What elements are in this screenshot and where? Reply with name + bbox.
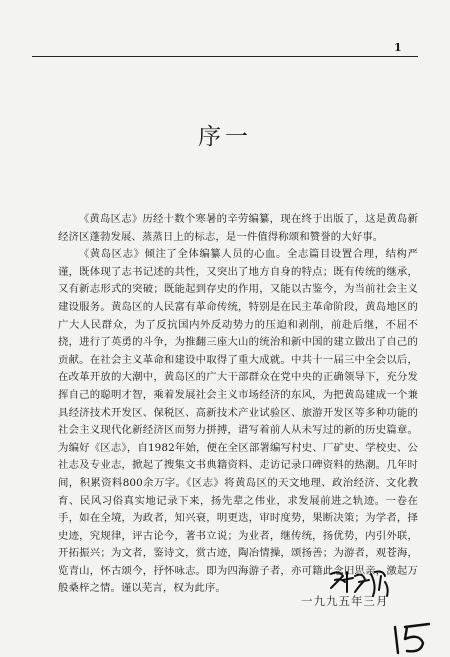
paragraph-1: 《黄岛区志》历经十数个寒暑的辛劳编纂，现在终于出版了，这是黄岛新经济区蓬勃发展、蒸蒸日上的标志，是一件值得称颂和赞誉的大好事。 <box>58 213 418 243</box>
date-line: 一九九五年三月 <box>301 594 389 608</box>
handwritten-mark <box>389 621 441 655</box>
paragraph-2: 《黄岛区志》倾注了全体编纂人员的心血。全志篇目设置合理，结构严谨，既体现了志书记述的共性，又突出了地方自身的特点；既有传统的继承，又有新志形式的突破；既能起到存史的作用，又能以古鉴今，为当前社会主义建设服务。黄岛区的人民富有革命传统，特别是在民主革命阶段，黄岛地区的广大人民群众，为了反抗国内外反动势力的压迫和剥削，前赴后继，不屈不挠，进行了英勇的斗争，为推翻三座大山的统治和新中国的建立做出了自己的贡献。在社会主义革命和建设中取得了重大成就。中共十一届三中全会以后，在改革开放的大潮中，黄岛区的广大干部群众在党中央的正确领导下，充分发挥自己的聪明才智，乘着发展社会主义市场经济的东风，为把黄岛建成一个兼具经济技术开发区、保税区、高新技术产业试验区、旅游开发区等多种功能的社会主义现代化新经济区而努力拼搏，谱写着前人从未写过的新的历史篇章。为编好《区志》，自1982年始，便在全区部署编写村史、厂矿史、学校史、公社志及专业志，掀起了搜集文书典籍资料、走访记录口碑资料的热潮。几年时间，积累资料800余万字。《区志》将黄岛区的天文地理、政治经济、文化教育、民风习俗真实地记录下来，扬先辈之伟业，求发展前进之轨迹。一卷在手，如在全境，为政者，知兴衰，明更迭，审时度势，果断决策；为学者，择史迹，究规律，评古论今，著书立说；为业者，继传统，扬优势，内引外联，开拓振兴；为文者，鉴诗文，赏古迹，陶冶情操，颂扬善；为游者，观苍海，览青山，怀古颂今，抒怀咏志。即为四海游子者，亦可籍此念旧思亲，激起万般桑梓之情。谨以芜言，权为此序。 <box>58 248 418 595</box>
preface-title: 序一 <box>198 124 252 150</box>
preface-body <box>58 211 418 598</box>
header-rule <box>32 56 418 57</box>
page-number: 1 <box>394 41 402 54</box>
